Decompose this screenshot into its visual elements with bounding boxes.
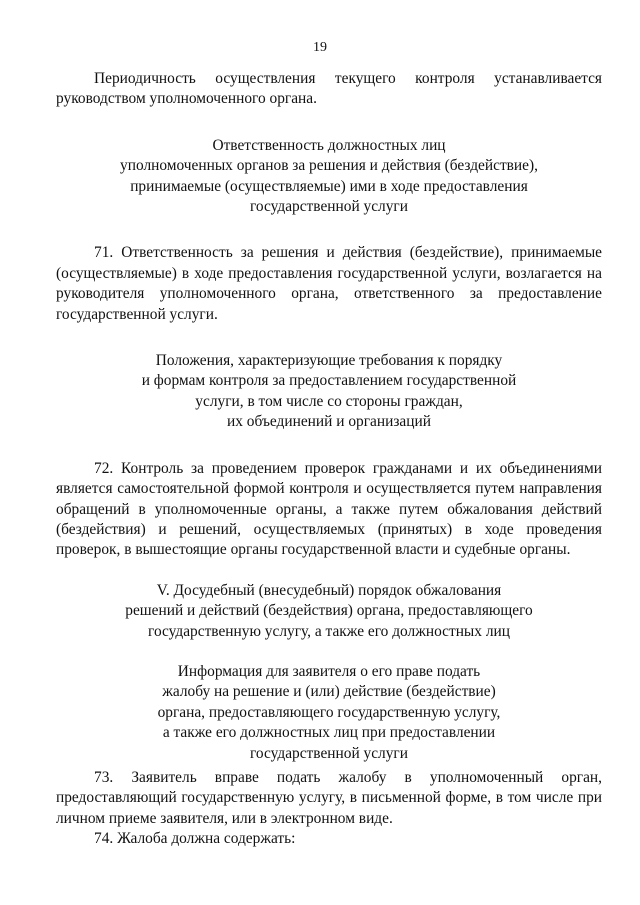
heading-line: уполномоченных органов за решения и действия (бездействие),	[120, 157, 538, 175]
paragraph-73: 73. Заявитель вправе подать жалобу в уполномоченный орган, предоставляющий государственную услугу, в письменной форме, в том числе при личном приеме заявителя, или в электронном виде.	[56, 768, 602, 827]
heading-line: органа, предоставляющего государственную услугу,	[157, 703, 501, 721]
heading-line: Ответственность должностных лиц	[212, 136, 446, 154]
heading-line: Положения, характеризующие требования к порядку	[155, 352, 503, 370]
heading-control-requirements	[56, 351, 602, 433]
heading-line: их объединений и организаций	[227, 413, 431, 431]
heading-line: жалобу на решение и (или) действие (бездействие)	[162, 683, 496, 701]
paragraph-71: 71. Ответственность за решения и действия (бездействие), принимаемые (осуществляемые) в ходе предоставления государственной услуги, возлагается на руководителя уполномоченного органа, ответственного за предоставление государственной услуги.	[56, 244, 602, 323]
heading-line: государственную услугу, а также его должностных лиц	[148, 622, 510, 640]
heading-line: V. Досудебный (внесудебный) порядок обжалования	[156, 581, 502, 599]
paragraph-periodicity: Периодичность осуществления текущего контроля устанавливается руководством уполномоченного органа.	[56, 70, 602, 108]
heading-line: Информация для заявителя о его праве подать	[177, 662, 481, 680]
paragraph-74: 74. Жалоба должна содержать:	[94, 830, 296, 848]
page-number: 19	[313, 40, 327, 55]
heading-line: государственной услуги	[250, 198, 408, 216]
heading-responsibility	[56, 136, 602, 218]
heading-line: услуги, в том числе со стороны граждан,	[195, 392, 463, 410]
heading-line: принимаемые (осуществляемые) ими в ходе предоставления	[130, 177, 528, 195]
document-body	[56, 69, 602, 850]
heading-line: и формам контроля за предоставлением государственной	[141, 372, 517, 390]
paragraph-72: 72. Контроль за проведением проверок гражданами и их объединениями является самостоятельной формой контроля и осуществляется путем направления обращений в уполномоченные органы, а также путем обжалования действий (бездействия) и решений, осуществляемых (принятых) в ходе проведения проверок, в вышестоящие органы государственной власти и судебные органы.	[56, 459, 602, 559]
heading-line: решений и действий (бездействия) органа, предоставляющего	[125, 602, 533, 620]
heading-complaint-info	[56, 662, 602, 764]
heading-section-v	[56, 581, 602, 642]
heading-line: а также его должностных лиц при предоставлении	[162, 724, 496, 742]
heading-line: государственной услуги	[250, 744, 408, 762]
